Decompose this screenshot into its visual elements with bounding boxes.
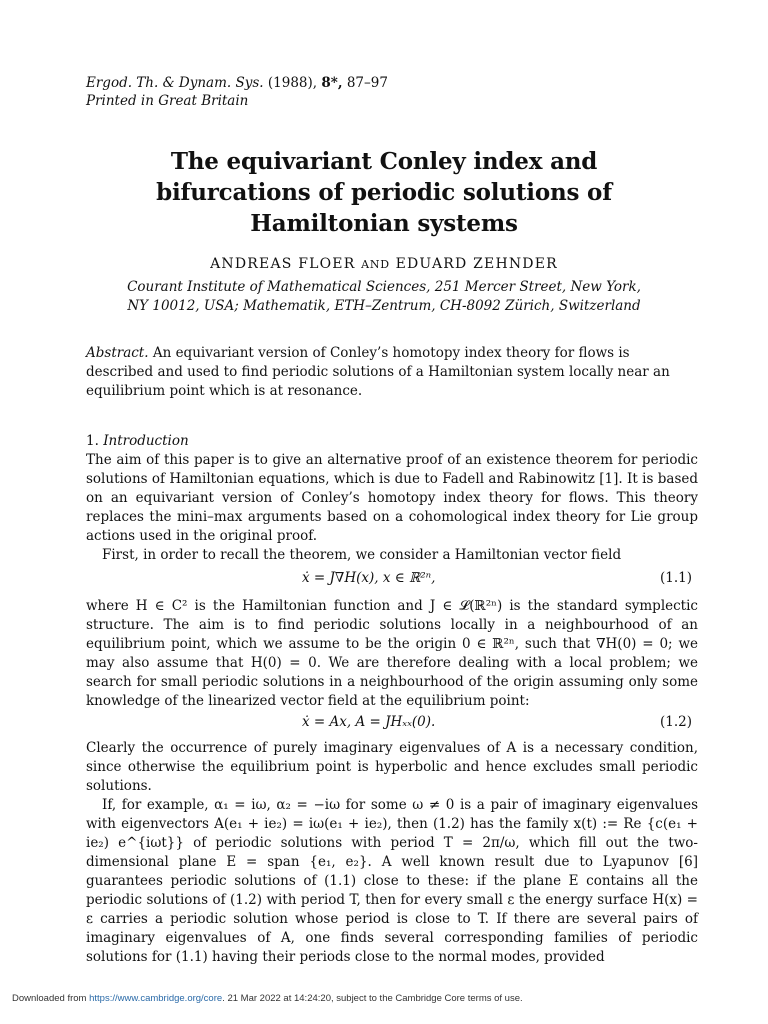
- section-number: 1.: [86, 433, 99, 449]
- equation-1-2-number: (1.2): [659, 714, 692, 730]
- citation-line: [86, 74, 388, 92]
- affiliation-line-1: Courant Institute of Mathematical Sciences, 251 Mercer Street, New York,: [127, 279, 641, 295]
- equation-1-1-number: (1.1): [659, 570, 692, 586]
- journal-volume: 8*,: [321, 75, 343, 91]
- paragraph-clearly: Clearly the occurrence of purely imaginary eigenvalues of A is a necessary condition, since otherwise the equilibrium point is hyperbolic and hence excludes small periodic solutions.: [86, 740, 698, 794]
- abstract: [86, 344, 698, 401]
- paragraph-hamiltonian: where H ∈ C² is the Hamiltonian function and J ∈ 𝓛(ℝ²ⁿ) is the standard symplectic structure. The aim is to find periodic solutions locally in a neighbourhood of an equilibrium point, which we assume to be the origin 0 ∈ ℝ²ⁿ, such that ∇H(0) = 0; we may also assume that H(0) = 0. We are therefore dealing with a local problem; we search for small periodic solutions in a neighbourhood of the origin assuming only some knowledge of the linearized vector field at the equilibrium point:: [86, 598, 698, 709]
- paragraph-aim: The aim of this paper is to give an alternative proof of an existence theorem for periodic solutions of Hamiltonian equations, which is due to Fadell and Rabinowitz [1]. It is based on an equivariant version of Conley’s homotopy index theory for flows. This theory replaces the mini–max arguments based on a cohomological index theory for Lie group actions used in the original proof.: [86, 452, 698, 544]
- equation-1-1-body: ẋ = J∇H(x), x ∈ ℝ²ⁿ,: [302, 570, 436, 586]
- affiliation-line-2: NY 10012, USA; Mathematik, ETH–Zentrum, CH-8092 Zürich, Switzerland: [127, 298, 641, 314]
- section-name: Introduction: [103, 433, 189, 449]
- journal-citation: [86, 74, 388, 110]
- paragraph-example: If, for example, α₁ = iω, α₂ = −iω for some ω ≠ 0 is a pair of imaginary eigenvalues with eigenvectors A(e₁ + ie₂) = iω(e₁ + ie₂), then (1.2) has the family x(t) := Re {c(e₁ + ie₂) e^{iωt}} of periodic solutions with period T = 2π/ω, which fill out the two-dimensional plane E = span {e₁, e₂}. A well known result due to Lyapunov [6] guarantees periodic solutions of (1.1) close to these: if the plane E contains all the periodic solutions of (1.2) with period T, then for every small ε the energy surface H(x) = ε carries a periodic solution whose period is close to T. If there are several pairs of imaginary eigenvalues of A, one finds several corresponding families of periodic solutions for (1.1) having their periods close to the normal modes, provided: [86, 797, 698, 965]
- abstract-text: An equivariant version of Conley’s homotopy index theory for flows is described and used to find periodic solutions of a Hamiltonian system locally near an equilibrium point which is at resonance.: [86, 345, 670, 399]
- footer-prefix: Downloaded from: [12, 993, 87, 1004]
- title-line-1: The equivariant Conley index and: [170, 148, 598, 175]
- footer-suffix: . 21 Mar 2022 at 14:24:20, subject to the Cambridge Core terms of use.: [222, 993, 523, 1004]
- title-line-3: Hamiltonian systems: [250, 210, 518, 237]
- author-list: [60, 256, 708, 272]
- author-floer: ANDREAS FLOER: [210, 256, 356, 272]
- author-conjunction: AND: [361, 258, 390, 271]
- abstract-label: Abstract.: [86, 345, 149, 361]
- section-heading: [86, 432, 189, 450]
- affiliations: [70, 278, 698, 316]
- equation-1-2-body: ẋ = Ax, A = JHₓₓ(0).: [302, 714, 436, 730]
- journal-year: (1988),: [267, 75, 318, 91]
- download-footer: [12, 993, 523, 1004]
- paragraph-first: First, in order to recall the theorem, we consider a Hamiltonian vector field: [102, 547, 622, 563]
- printed-note: Printed in Great Britain: [86, 93, 249, 109]
- author-zehnder: EDUARD ZEHNDER: [395, 256, 558, 272]
- journal-abbrev: Ergod. Th. & Dynam. Sys.: [86, 75, 264, 91]
- title-line-2: bifurcations of periodic solutions of: [156, 179, 612, 206]
- journal-pages: 87–97: [346, 75, 388, 91]
- paper-title: [60, 146, 708, 239]
- footer-link[interactable]: https://www.cambridge.org/core: [89, 993, 223, 1004]
